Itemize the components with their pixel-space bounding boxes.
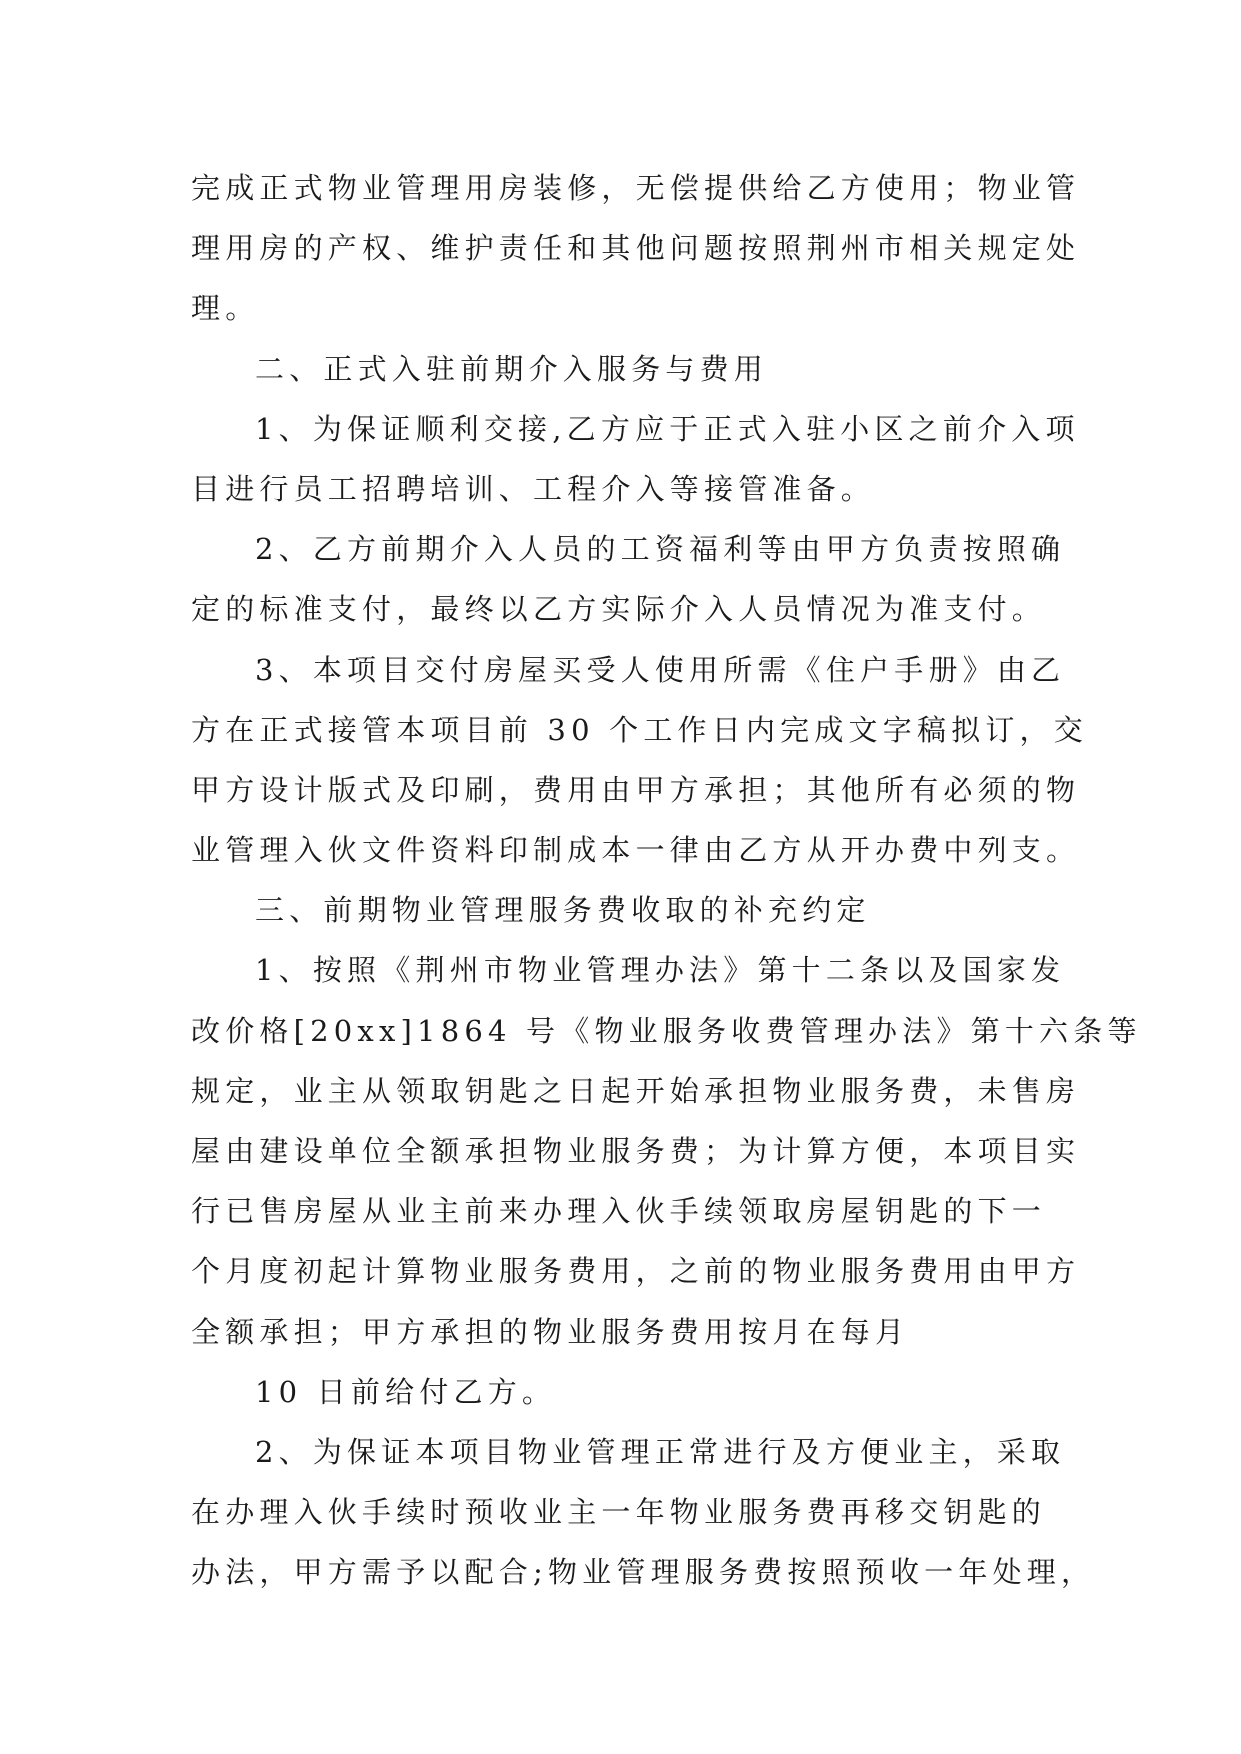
text-line: 业管理入伙文件资料印制成本一律由乙方从开办费中列支。 xyxy=(191,833,1081,868)
text-line: 10 日前给付乙方。 xyxy=(255,1374,557,1409)
text-line: 办法，甲方需予以配合;物业管理服务费按照预收一年处理， xyxy=(191,1555,1096,1590)
text-line: 屋由建设单位全额承担物业服务费；为计算方便，本项目实 xyxy=(191,1134,1081,1168)
text-line: 行已售房屋从业主前来办理入伙手续领取房屋钥匙的下一 xyxy=(191,1194,1047,1229)
text-line: 3、本项目交付房屋买受人使用所需《住户手册》由乙 xyxy=(255,652,1066,687)
text-line: 理用房的产权、维护责任和其他问题按照荆州市相关规定处 xyxy=(191,231,1081,266)
text-line: 2、为保证本项目物业管理正常进行及方便业主，采取 xyxy=(255,1434,1066,1469)
text-line: 目进行员工招聘培训、工程介入等接管准备。 xyxy=(191,471,876,506)
text-line: 个月度初起计算物业服务费用，之前的物业服务费用由甲方 xyxy=(191,1254,1081,1289)
text-line: 甲方设计版式及印刷，费用由甲方承担；其他所有必须的物 xyxy=(191,772,1081,807)
text-line: 理。 xyxy=(191,291,260,326)
text-line: 2、乙方前期介入人员的工资福利等由甲方负责按照确 xyxy=(255,532,1066,567)
text-line: 改价格[20xx]1864 号《物业服务收费管理办法》第十六条等 xyxy=(191,1013,1142,1048)
text-line: 全额承担；甲方承担的物业服务费用按月在每月 xyxy=(191,1314,910,1349)
text-line: 方在正式接管本项目前 30 个工作日内完成文字稿拟订，交 xyxy=(191,712,1088,747)
text-line: 完成正式物业管理用房装修，无偿提供给乙方使用；物业管 xyxy=(191,171,1081,205)
text-line: 规定，业主从领取钥匙之日起开始承担物业服务费，未售房 xyxy=(191,1073,1081,1108)
text-line: 三、前期物业管理服务费收取的补充约定 xyxy=(255,893,871,928)
text-line: 1、为保证顺利交接,乙方应于正式入驻小区之前介入项 xyxy=(255,411,1080,446)
document-body xyxy=(191,158,1142,1603)
text-line: 二、正式入驻前期介入服务与费用 xyxy=(255,351,769,386)
text-line: 1、按照《荆州市物业管理办法》第十二条以及国家发 xyxy=(255,953,1066,988)
text-line: 定的标准支付，最终以乙方实际介入人员情况为准支付。 xyxy=(191,592,1047,627)
text-line: 在办理入伙手续时预收业主一年物业服务费再移交钥匙的 xyxy=(191,1495,1047,1530)
